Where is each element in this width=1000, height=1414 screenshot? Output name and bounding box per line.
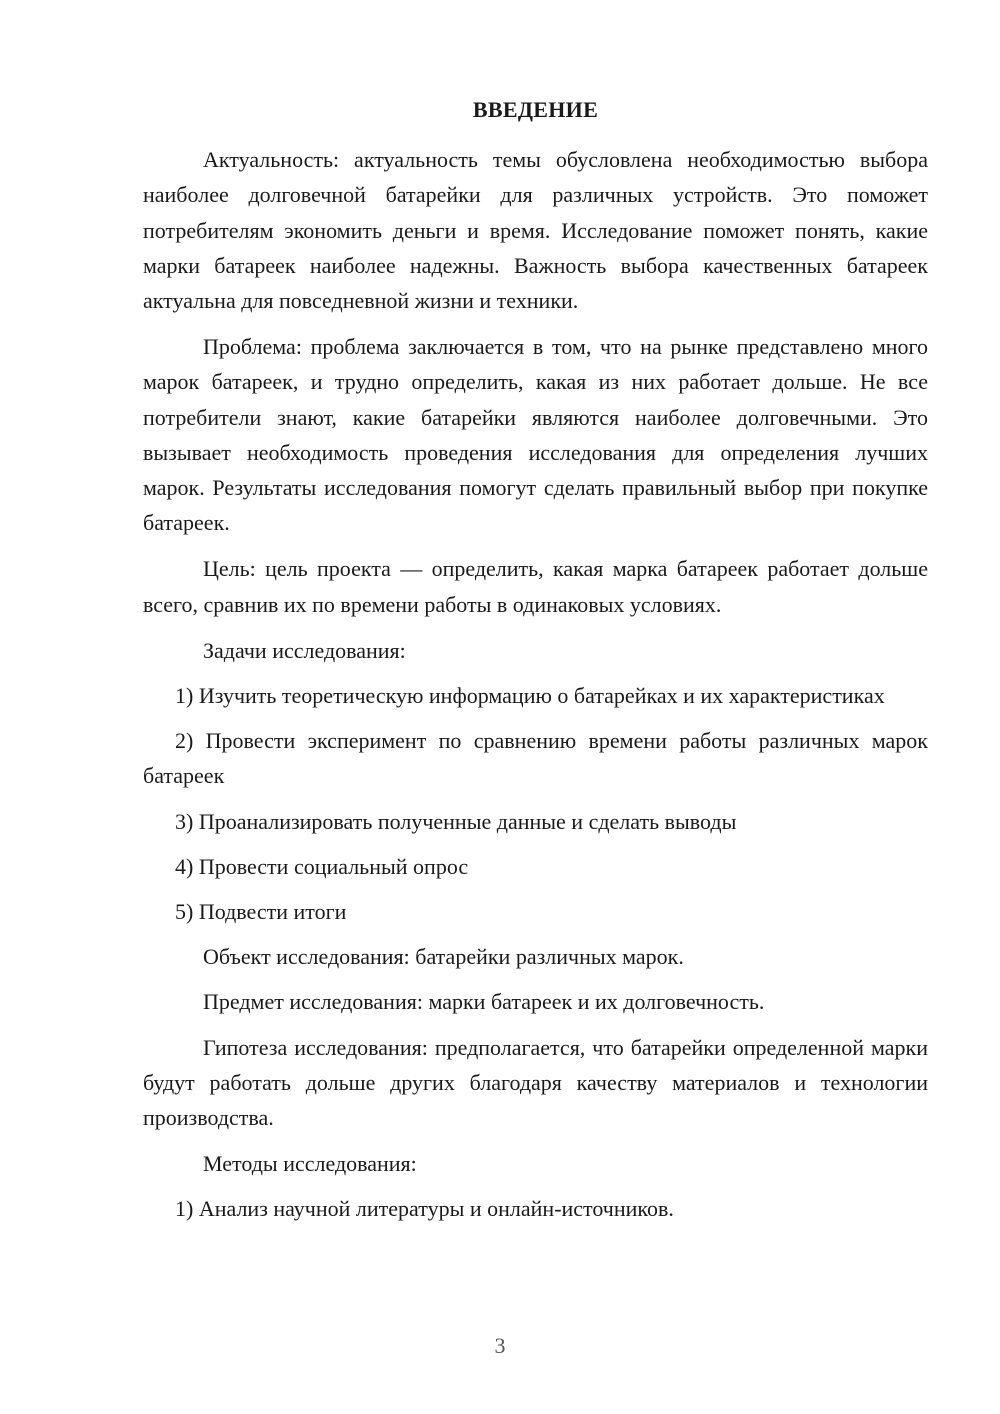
task-item: 5) Подвести итоги	[175, 899, 347, 925]
object-line: Объект исследования: батарейки различных марок.	[203, 944, 684, 970]
task-item: 3) Проанализировать полученные данные и сделать выводы	[175, 808, 737, 834]
section-title: ВВЕДЕНИЕ	[472, 97, 599, 122]
tasks-heading: Задачи исследования:	[203, 637, 406, 663]
page-number: 3	[494, 1333, 506, 1358]
method-item: 1) Анализ научной литературы и онлайн-источников.	[175, 1196, 674, 1222]
hypothesis-paragraph: Гипотеза исследования: предполагается, что батарейки определенной марки будут работать дольше других благодаря качеству материалов и технологии производства.	[143, 1034, 928, 1131]
methods-heading: Методы исследования:	[203, 1151, 417, 1177]
subject-line: Предмет исследования: марки батареек и их долговечность.	[203, 989, 765, 1015]
goal-paragraph: Цель: цель проекта — определить, какая марка батареек работает дольше всего, сравнив их по времени работы в одинаковых условиях.	[143, 556, 928, 617]
problem-paragraph: Проблема: проблема заключается в том, что на рынке представлено много марок батареек, и трудно определить, какая из них работает дольше. Не все потребители знают, какие батарейки являются наиболее долговечными. Это вызывает необходимость проведения исследования для определения лучших марок. Результаты исследования помогут сделать правильный выбор при покупке батареек.	[143, 334, 928, 536]
relevance-paragraph: Актуальность: актуальность темы обусловлена необходимостью выбора наиболее долговечной батарейки для различных устройств. Это поможет потребителям экономить деньги и время. Исследование поможет понять, какие марки батареек наиболее надежны. Важность выбора качественных батареек актуальна для повседневной жизни и техники.	[143, 147, 928, 314]
task-item: 2) Провести эксперимент по сравнению времени работы различных марок батареек	[143, 728, 928, 789]
task-item: 4) Провести социальный опрос	[175, 853, 469, 879]
task-item: 1) Изучить теоретическую информацию о батарейках и их характеристиках	[175, 683, 885, 709]
document-page	[143, 92, 928, 1237]
